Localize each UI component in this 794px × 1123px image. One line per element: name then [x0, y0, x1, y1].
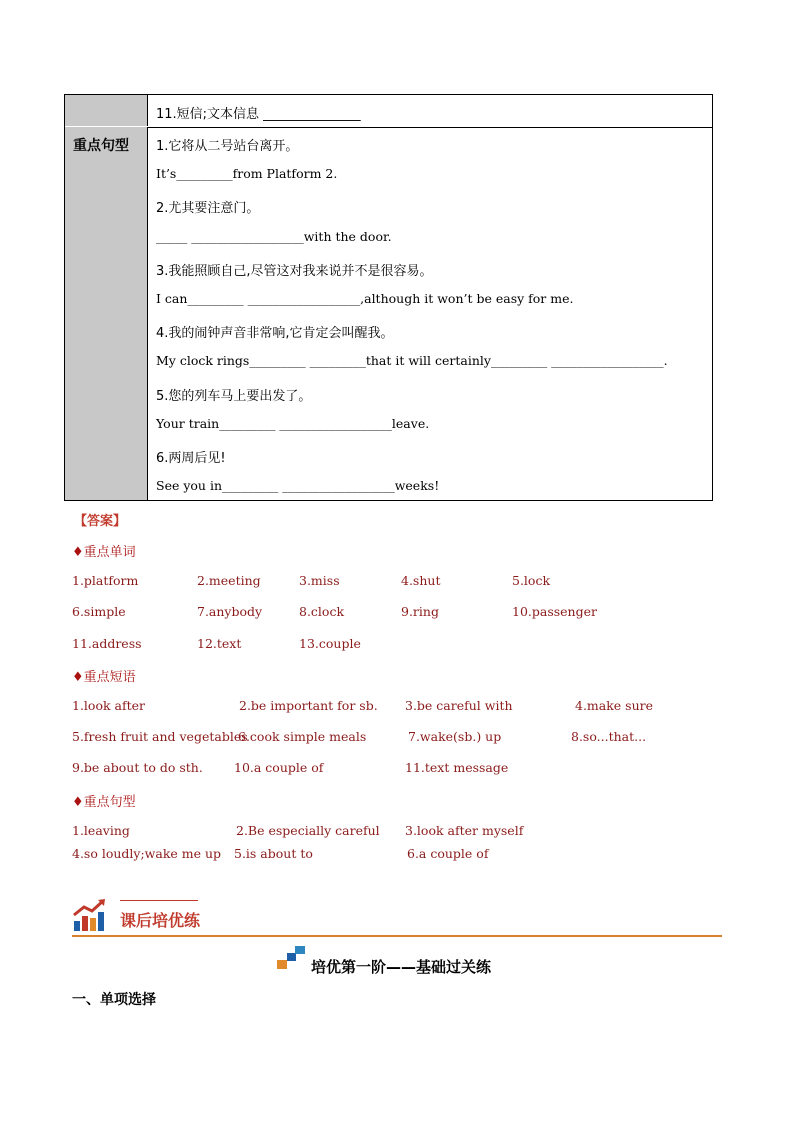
answer-item: 2.be important for sb. — [239, 698, 378, 713]
sentence-line: 5.您的列车马上要出发了。 — [156, 388, 312, 404]
sentence-line: It’s_________from Platform 2. — [156, 166, 338, 182]
sentence-line: 3.我能照顾自己,尽管这对我来说并不是很容易。 — [156, 263, 433, 279]
sentences-heading: ♦重点句型 — [72, 795, 136, 810]
answer-item: 10.passenger — [512, 604, 597, 619]
bar-chart-up-icon — [72, 897, 108, 933]
answer-item: 12.text — [197, 636, 242, 651]
answer-item: 4.make sure — [575, 698, 654, 713]
row-label-empty — [65, 95, 148, 126]
stage-title: 培优第一阶——基础过关练 — [311, 958, 492, 976]
answer-item: 9.be about to do sth. — [72, 760, 203, 775]
answer-item: 4.shut — [401, 573, 441, 588]
sentence-line: _____ __________________with the door. — [156, 228, 392, 244]
answer-item: 3.look after myself — [405, 823, 524, 838]
sentence-line: My clock rings_________ _________that it will certainly_________ __________________. — [156, 353, 668, 369]
answer-item: 8.clock — [299, 604, 345, 619]
answer-item: 2.meeting — [197, 573, 261, 588]
sentence-line: 6.两周后见! — [156, 451, 226, 466]
answer-item: 7.wake(sb.) up — [408, 729, 502, 744]
answer-item: 6.a couple of — [407, 846, 489, 861]
answers-title: 【答案】 — [74, 514, 127, 529]
answer-item: 1.leaving — [72, 823, 130, 838]
answer-item: 5.is about to — [234, 846, 313, 861]
key-sentences-table — [64, 94, 713, 501]
row1-text: 11.短信;文本信息 _______________ — [156, 107, 361, 122]
sentence-line: 1.它将从二号站台离开。 — [156, 139, 299, 154]
sentence-line: I can_________ __________________,although it won’t be easy for me. — [156, 291, 574, 306]
answer-item: 1.look after — [72, 698, 145, 713]
sentence-line: See you in_________ __________________weeks! — [156, 478, 440, 494]
answer-item: 1.platform — [72, 573, 139, 588]
banner-divider — [72, 935, 722, 937]
banner-title: 课后培优练 — [120, 911, 201, 930]
banner-rule-top — [120, 900, 198, 901]
answer-item: 4.so loudly;wake me up — [72, 846, 222, 861]
section-title: 一、单项选择 — [72, 992, 156, 1008]
answer-item: 2.Be especially careful — [236, 823, 380, 838]
answer-item: 6.cook simple meals — [238, 729, 367, 744]
answer-item: 5.fresh fruit and vegetables — [72, 729, 248, 744]
answer-item: 9.ring — [401, 604, 439, 619]
phrases-heading: ♦重点短语 — [72, 670, 136, 685]
answer-item: 11.address — [72, 636, 142, 651]
sentence-line: Your train_________ __________________leave. — [156, 415, 430, 431]
table-row — [65, 95, 712, 128]
answer-item: 6.simple — [72, 604, 126, 619]
answer-item: 13.couple — [299, 636, 361, 651]
answer-item: 3.be careful with — [405, 698, 513, 713]
answer-item: 11.text message — [405, 760, 509, 775]
answer-item: 8.so...that... — [571, 729, 647, 744]
row-label-text: 重点句型 — [73, 138, 129, 154]
answer-item: 7.anybody — [197, 604, 263, 619]
sentence-line: 4.我的闹钟声音非常响,它肯定会叫醒我。 — [156, 326, 394, 342]
words-heading: ♦重点单词 — [72, 545, 136, 560]
answer-item: 3.miss — [299, 573, 340, 588]
answer-item: 5.lock — [512, 573, 551, 588]
row-label — [65, 127, 148, 500]
stairs-icon — [275, 944, 307, 970]
sentence-line: 2.尤其要注意门。 — [156, 201, 260, 217]
answer-item: 10.a couple of — [234, 760, 324, 775]
